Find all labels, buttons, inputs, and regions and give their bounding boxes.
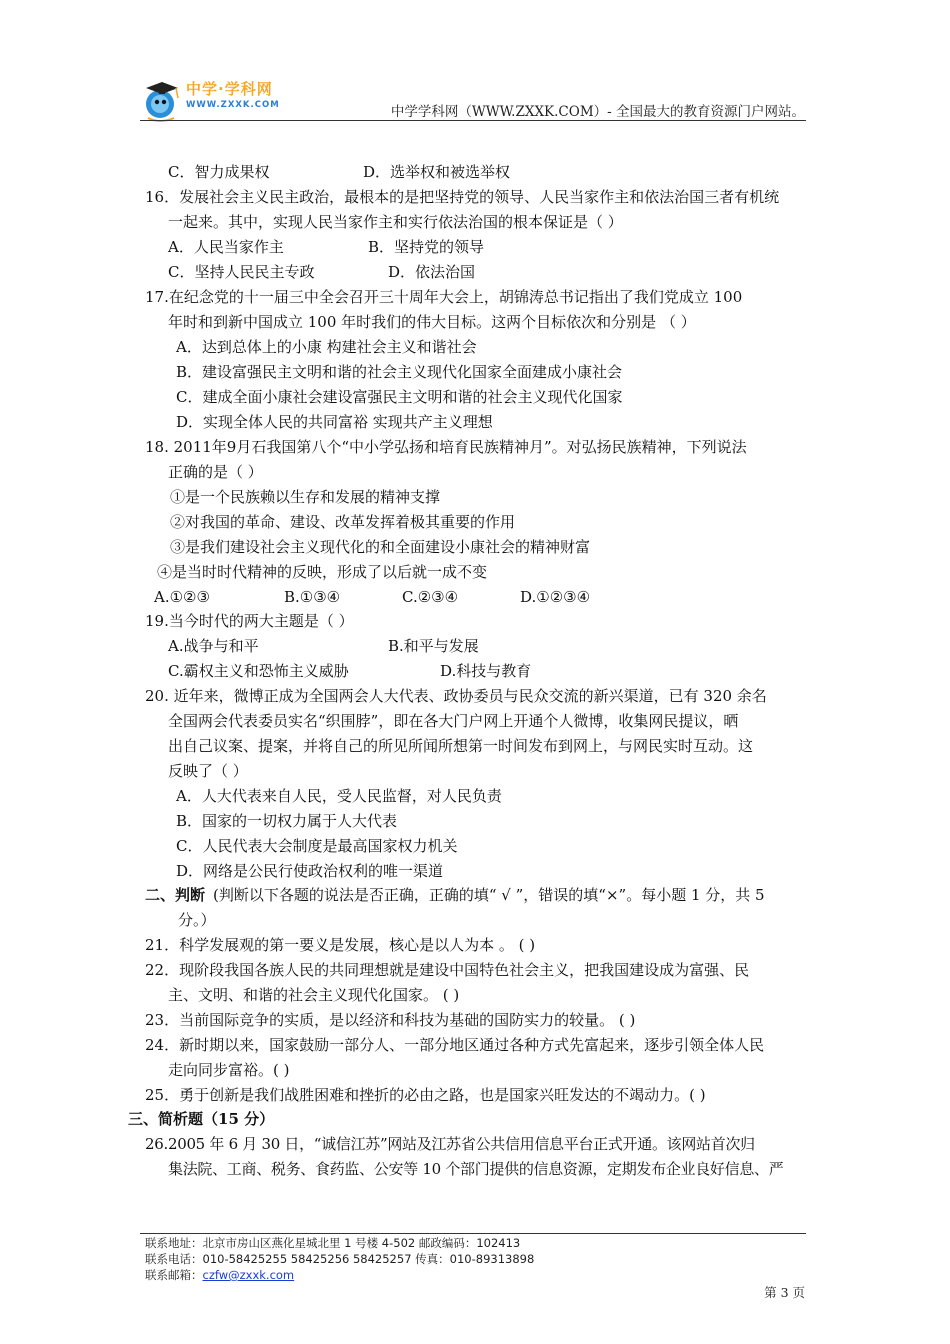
q24-statement-line2: 走向同步富裕。( ) bbox=[168, 1061, 290, 1079]
q19-option-b: B.和平与发展 bbox=[388, 637, 479, 655]
q23-statement: 23．当前国际竞争的实质，是以经济和科技为基础的国防实力的较量。 ( ) bbox=[145, 1011, 636, 1029]
q15-option-d: D．选举权和被选举权 bbox=[363, 163, 511, 181]
footer-address: 联系地址：北京市房山区燕化星城北里 1 号楼 4-502 邮政编码：102413 bbox=[145, 1236, 521, 1250]
q22-statement-line1: 22．现阶段我国各族人民的共同理想就是建设中国特色社会主义，把我国建设成为富强、民 bbox=[145, 961, 750, 979]
q20-option-d: D．网络是公民行使政治权利的唯一渠道 bbox=[176, 862, 444, 880]
logo-title: 中学·学科网 bbox=[186, 80, 273, 98]
q25-statement: 25．勇于创新是我们战胜困难和挫折的必由之路，也是国家兴旺发达的不竭动力。( ) bbox=[145, 1086, 706, 1104]
q17-option-d: D．实现全体人民的共同富裕 实现共产主义理想 bbox=[176, 413, 493, 431]
q16-option-b: B．坚持党的领导 bbox=[368, 238, 485, 256]
page-number: 第 3 页 bbox=[764, 1285, 805, 1300]
q16-option-d: D．依法治国 bbox=[388, 263, 476, 281]
section2-instructions-line1: (判断以下各题的说法是否正确，正确的填“ √ ”，错误的填“×”。每小题 1 分，共 5 bbox=[213, 886, 765, 904]
footer-phone: 联系电话：010-58425255 58425256 58425257 传真：010-89313898 bbox=[145, 1252, 535, 1266]
q19-option-c: C.霸权主义和恐怖主义威胁 bbox=[168, 662, 349, 680]
q18-statement-4: ④是当时时代精神的反映，形成了以后就一成不变 bbox=[157, 563, 488, 581]
footer-divider bbox=[140, 1233, 806, 1234]
q18-option-a: A.①②③ bbox=[154, 588, 210, 606]
q16-stem-line1: 16．发展社会主义民主政治，最根本的是把坚持党的领导、人民当家作主和依法治国三者有机统 bbox=[145, 188, 780, 206]
q21-statement: 21．科学发展观的第一要义是发展，核心是以人为本 。 ( ) bbox=[145, 936, 536, 954]
q18-statement-3: ③是我们建设社会主义现代化的和全面建设小康社会的精神财富 bbox=[170, 538, 591, 556]
q22-statement-line2: 主、文明、和谐的社会主义现代化国家。 ( ) bbox=[168, 986, 460, 1004]
q20-option-b: B．国家的一切权力属于人大代表 bbox=[176, 812, 398, 830]
q19-stem: 19.当今时代的两大主题是（ ） bbox=[145, 612, 354, 630]
footer-email-link[interactable]: czfw@zxxk.com bbox=[202, 1268, 295, 1282]
footer-email-label: 联系邮箱： bbox=[145, 1268, 203, 1282]
q18-option-c: C.②③④ bbox=[402, 588, 459, 606]
q17-stem-line2: 年时和到新中国成立 100 年时我们的伟大目标。这两个目标依次和分别是 （ ） bbox=[168, 313, 696, 331]
q19-option-d: D.科技与教育 bbox=[440, 662, 532, 680]
logo-url: WWW.ZXXK.COM bbox=[186, 100, 280, 110]
section3-title: 三、简析题（15 分） bbox=[128, 1110, 275, 1128]
q15-option-c: C．智力成果权 bbox=[168, 163, 270, 181]
q18-option-b: B.①③④ bbox=[284, 588, 341, 606]
q20-stem-line3: 出自己议案、提案，并将自己的所见所闻所想第一时间发布到网上，与网民实时互动。这 bbox=[168, 737, 754, 755]
q16-option-c: C．坚持人民民主专政 bbox=[168, 263, 315, 281]
q17-option-a: A．达到总体上的小康 构建社会主义和谐社会 bbox=[176, 338, 477, 356]
q18-stem-line1: 18. 2011年9月石我国第八个“中小学弘扬和培育民族精神月”。对弘扬民族精神，下列说法 bbox=[145, 438, 747, 456]
q16-option-a: A．人民当家作主 bbox=[168, 238, 284, 256]
header-tagline: 中学学科网（WWW.ZXXK.COM）- 全国最大的教育资源门户网站。 bbox=[390, 104, 805, 120]
q20-stem-line4: 反映了（ ） bbox=[168, 762, 248, 780]
section2-title: 二、判断 bbox=[145, 886, 206, 904]
q16-stem-line2: 一起来。其中，实现人民当家作主和实行依法治国的根本保证是（ ） bbox=[168, 213, 623, 231]
header-divider bbox=[140, 120, 806, 121]
q20-stem-line2: 全国两会代表委员实名“织围脖”，即在各大门户网上开通个人微博，收集网民提议，晒 bbox=[168, 712, 739, 730]
q18-statement-1: ①是一个民族赖以生存和发展的精神支撑 bbox=[170, 488, 441, 506]
q17-option-c: C．建成全面小康社会建设富强民主文明和谐的社会主义现代化国家 bbox=[176, 388, 623, 406]
q18-option-d: D.①②③④ bbox=[520, 588, 591, 606]
q18-statement-2: ②对我国的革命、建设、改革发挥着极其重要的作用 bbox=[170, 513, 516, 531]
q17-option-b: B．建设富强民主文明和谐的社会主义现代化国家全面建成小康社会 bbox=[176, 363, 623, 381]
q26-stem-line1: 26.2005 年 6 月 30 日，“诚信江苏”网站及江苏省公共信用信息平台正式开通。该网站首次归 bbox=[145, 1135, 755, 1153]
q19-option-a: A.战争与和平 bbox=[168, 637, 259, 655]
footer-email-row bbox=[145, 1268, 294, 1283]
q17-stem-line1: 17.在纪念党的十一届三中全会召开三十周年大会上，胡锦涛总书记指出了我们党成立 100 bbox=[145, 288, 743, 306]
q24-statement-line1: 24．新时期以来，国家鼓励一部分人、一部分地区通过各种方式先富起来，逐步引领全体人民 bbox=[145, 1036, 765, 1054]
q18-stem-line2: 正确的是（ ） bbox=[168, 463, 263, 481]
q20-option-a: A．人大代表来自人民，受人民监督，对人民负责 bbox=[176, 787, 502, 805]
q20-option-c: C．人民代表大会制度是最高国家权力机关 bbox=[176, 837, 458, 855]
q20-stem-line1: 20. 近年来，微博正成为全国两会人大代表、政协委员与民众交流的新兴渠道，已有 320 余名 bbox=[145, 687, 767, 705]
q26-stem-line2: 集法院、工商、税务、食药监、公安等 10 个部门提供的信息资源，定期发布企业良好信息、严 bbox=[168, 1160, 784, 1178]
section2-instructions-line2: 分。） bbox=[178, 911, 216, 929]
